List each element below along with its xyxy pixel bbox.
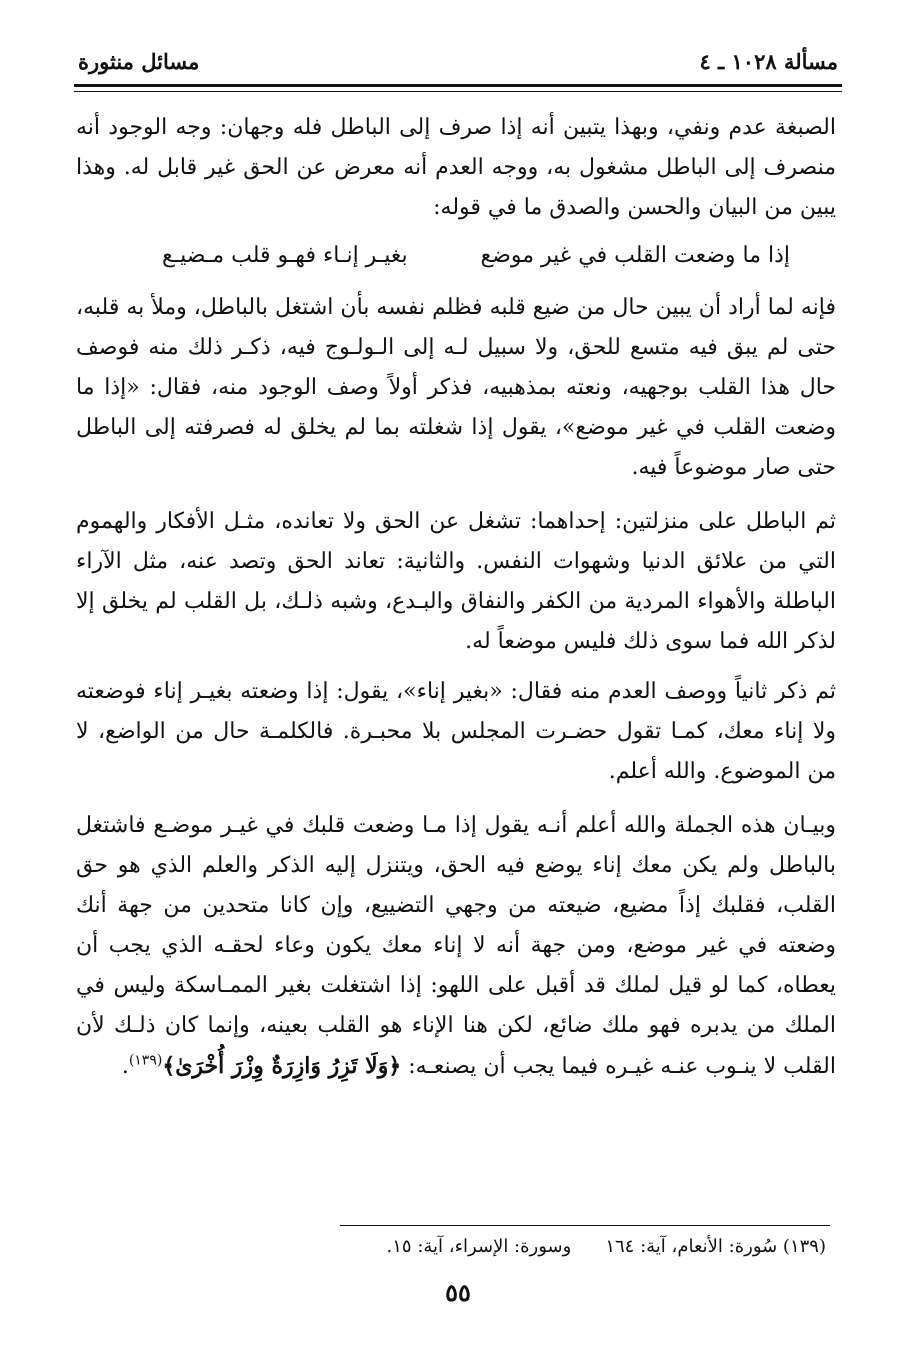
footnote-rule bbox=[340, 1225, 830, 1226]
paragraph-1: الصبغة عدم ونفي، وبهذا يتبين أنه إذا صرف إلى الباطل فله وجهان: وجه الوجود أنه منصرف إلى الباطل مشغول به، ووجه العدم أنه معرض عن الحق غير قابل له. وهذا يبين من البيان والحسن والصدق ما في قوله: bbox=[76, 115, 836, 220]
main-text bbox=[76, 108, 836, 1087]
poetry-verse bbox=[76, 236, 836, 276]
header-issue-number: مسألة ١٠٢٨ ـ ٤ bbox=[699, 48, 838, 74]
paragraph-5-text: وبيـان هذه الجملة والله أعلم أنـه يقول إذا مـا وضعت قلبك في غيـر موضـع فاشتغل بالباطل ولم يكن معك إناء يوضع فيه الحق، ويتنزل إليه الذكر والعلم الذي هو حق القلب، فقلبك إذاً مضيع، ضيعته من وجهي التضييع، وإن كانا متحدين من جهة أنك وضعته في غير موضع، ومن جهة أنه لا إناء معك يكون وعاء لحقـه الذي يجب أن يعطاه، كما لو قيل لملك قد أقبل على اللهو: إذا اشتغلت بغير الممـاسكة وليس في الملك من يدبره فهو ملك ضائع، لكن هنا الإناء هو القلب بعينه، وإنما كان ذلـك لأن القلب لا ينـوب عنـه غيـره فيما يجب أن يصنعـه: bbox=[76, 813, 836, 1079]
header-rule-thick bbox=[74, 84, 842, 87]
paragraph-5 bbox=[76, 806, 836, 1087]
paragraph-3: ثم الباطل على منزلتين: إحداهما: تشغل عن الحق ولا تعانده، مثـل الأفكار والهموم التي من علائق الدنيا وشهوات النفس. والثانية: تعاند الحق وتصد عنه، مثل الآراء الباطلة والأهواء المردية من الكفر والنفاق والبـدع، وشبه ذلـك، بل القلب لم يخلق إلا لذكر الله فما سوى ذلك فليس موضعاً له. bbox=[76, 509, 836, 654]
quran-verse: ﴿وَلَا تَزِرُ وَازِرَةٌ وِزْرَ أُخْرَىٰ﴾ bbox=[162, 1053, 402, 1079]
footnote-part-2: وسورة: الإسراء، آية: ١٥. bbox=[386, 1236, 572, 1257]
paragraph-5-end: . bbox=[121, 1054, 129, 1079]
verse-second-hemistich: بغيـر إنـاء فهـو قلب مـضيـع bbox=[162, 243, 408, 268]
paragraph-4: ثم ذكر ثانياً ووصف العدم منه فقال: «بغير إناء»، يقول: إذا وضعته بغيـر إناء فوضعته ولا إناء معك، كمـا تقول حضـرت المجلس بلا محبـرة. فالكلمـة حال من الواضع، لا من الموضوع. والله أعلم. bbox=[76, 679, 837, 784]
footnote bbox=[330, 1236, 826, 1257]
paragraph-2: فإنه لما أراد أن يبين حال من ضيع قلبه فظلم نفسه بأن اشتغل بالباطل، وملأ به قلبه، حتى لم يبق فيه متسع للحق، ولا سبيل لـه إلى الـولـوج فيه، ذكـر ذلك منه فوصف حال هذا القلب بوجهيه، ونعته بمذهبيه، فذكر أولاً وصف الوجود منه، فقال: «إذا ما وضعت القلب في غير موضع»، يقول إذا شغلته بما لم يخلق له فصرفته إلى الباطل حتى صار موضوعاً فيه. bbox=[76, 295, 836, 480]
page-number: ٥٥ bbox=[445, 1278, 471, 1307]
header-rule-thin bbox=[74, 91, 842, 92]
header-book-title: مسائل منثورة bbox=[78, 48, 200, 74]
footnote-part-1: (١٣٩) سُورة: الأنعام، آية: ١٦٤ bbox=[605, 1236, 826, 1257]
running-header bbox=[78, 44, 838, 78]
verse-first-hemistich: إذا ما وضعت القلب في غير موضع bbox=[480, 243, 790, 268]
footnote-reference: (١٣٩) bbox=[128, 1052, 163, 1069]
